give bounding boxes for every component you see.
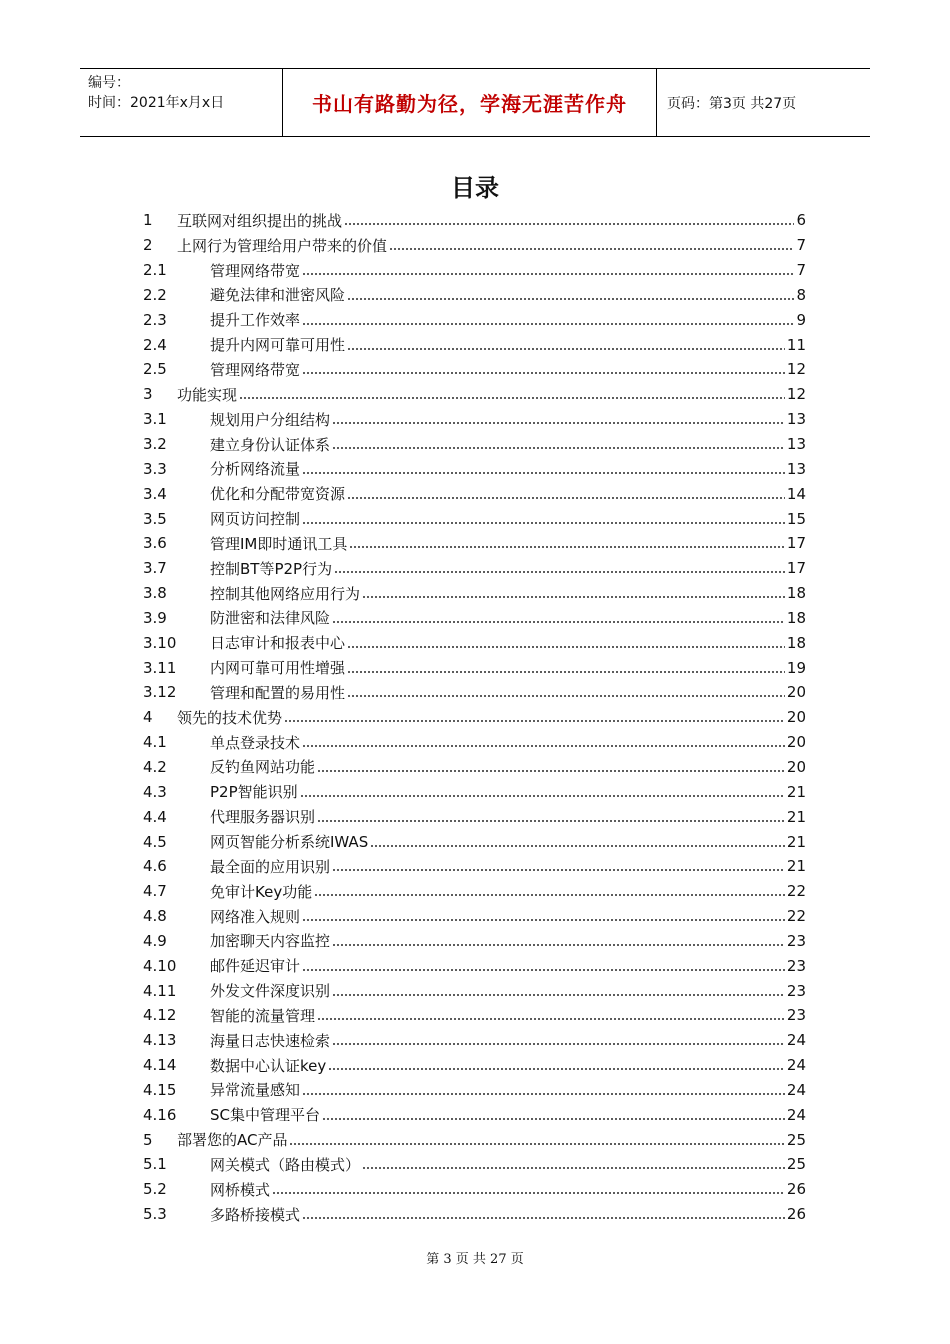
toc-leader-dots (347, 670, 785, 674)
toc-leader-dots (347, 297, 794, 301)
toc-entry-number: 2.4 (143, 335, 167, 354)
toc-entry-title: 代理服务器识别 (210, 808, 316, 827)
toc-entry-number: 4.14 (143, 1056, 177, 1075)
toc-entry-title: 分析网络流量 (210, 460, 301, 479)
toc-entry-number: 4.12 (143, 1006, 177, 1025)
toc-entry[interactable] (143, 531, 806, 556)
header-time: 时间：2021年x月x日 (88, 95, 225, 111)
toc-leader-dots (302, 371, 785, 375)
toc-leader-dots (239, 396, 785, 400)
toc-entry-page: 20 (786, 708, 806, 727)
toc-entry-title: 网桥模式 (210, 1180, 271, 1199)
header-page-number: 页码：第3页 共27页 (667, 95, 797, 112)
toc-entry-number: 3.5 (143, 509, 167, 528)
toc-entry-number: 3 (143, 385, 153, 404)
toc-entry-page: 6 (796, 211, 806, 230)
toc-leader-dots (317, 1017, 785, 1021)
toc-leader-dots (332, 1042, 785, 1046)
page-footer: 第 3 页 共 27 页 (426, 1252, 524, 1267)
toc-entry-number: 3.4 (143, 484, 167, 503)
toc-entry-page: 25 (786, 1130, 806, 1149)
toc-entry-page: 20 (786, 683, 806, 702)
toc-entry[interactable] (143, 680, 806, 705)
toc-entry-number: 5.1 (143, 1155, 167, 1174)
toc-entry-number: 4.1 (143, 733, 167, 752)
toc-entry-number: 5 (143, 1130, 153, 1149)
toc-leader-dots (347, 645, 785, 649)
toc-entry-number: 4.15 (143, 1080, 177, 1099)
toc-entry-page: 12 (786, 360, 806, 379)
toc-entry-page: 24 (786, 1056, 806, 1075)
toc-leader-dots (314, 893, 785, 897)
toc-leader-dots (347, 694, 785, 698)
toc-leader-dots (302, 968, 785, 972)
toc-entry-number: 3.2 (143, 435, 167, 454)
toc-entry[interactable] (143, 1053, 806, 1078)
toc-entry-page: 17 (786, 534, 806, 553)
toc-entry-title: 上网行为管理给用户带来的价值 (177, 236, 388, 255)
toc-entry[interactable] (143, 978, 806, 1003)
toc-entry-page: 7 (796, 236, 806, 255)
toc-entry-title: 数据中心认证key (210, 1056, 327, 1075)
toc-entry[interactable] (143, 432, 806, 457)
toc-entry-page: 23 (786, 956, 806, 975)
toc-entry[interactable] (143, 755, 806, 780)
toc-entry[interactable] (143, 1078, 806, 1103)
toc-entry-number: 3.11 (143, 658, 177, 677)
toc-entry[interactable] (143, 208, 806, 233)
toc-entry-number: 2.2 (143, 285, 167, 304)
toc-entry-page: 18 (786, 633, 806, 652)
toc-entry-title: 网关模式（路由模式） (210, 1155, 361, 1174)
toc-entry-number: 2.5 (143, 360, 167, 379)
toc-entry-title: 领先的技术优势 (177, 708, 283, 727)
toc-entry-title: 反钓鱼网站功能 (210, 758, 316, 777)
toc-entry-page: 24 (786, 1031, 806, 1050)
toc-entry-title: 内网可靠可用性增强 (210, 659, 346, 678)
toc-leader-dots (302, 322, 794, 326)
toc-entry-page: 20 (786, 733, 806, 752)
toc-entry-title: 部署您的AC产品 (177, 1131, 288, 1150)
toc-leader-dots (332, 868, 785, 872)
toc-entry-number: 4.11 (143, 981, 177, 1000)
toc-leader-dots (349, 545, 785, 549)
toc-entry[interactable] (143, 730, 806, 755)
toc-entry-page: 22 (786, 882, 806, 901)
toc-entry-number: 5.3 (143, 1205, 167, 1224)
toc-entry-number: 4.7 (143, 882, 167, 901)
toc-leader-dots (272, 1191, 785, 1195)
toc-entry[interactable] (143, 1102, 806, 1127)
toc-entry-page: 8 (796, 285, 806, 304)
toc-entry[interactable] (143, 854, 806, 879)
toc-leader-dots (332, 620, 785, 624)
toc-entry-page: 14 (786, 484, 806, 503)
toc-entry[interactable] (143, 382, 806, 407)
toc-leader-dots (302, 1092, 785, 1096)
toc-entry-title: 海量日志快速检索 (210, 1031, 331, 1050)
table-of-contents (143, 208, 806, 1227)
toc-entry-page: 24 (786, 1080, 806, 1099)
header-number: 编号： (88, 75, 130, 91)
toc-entry-number: 2 (143, 236, 153, 255)
toc-entry[interactable] (143, 456, 806, 481)
toc-entry[interactable] (143, 307, 806, 332)
toc-entry-page: 18 (786, 608, 806, 627)
toc-entry-page: 24 (786, 1105, 806, 1124)
toc-entry-number: 2.3 (143, 310, 167, 329)
toc-leader-dots (302, 272, 794, 276)
toc-entry[interactable] (143, 630, 806, 655)
toc-entry-title: P2P智能识别 (210, 783, 298, 802)
toc-entry-page: 11 (786, 335, 806, 354)
toc-entry[interactable] (143, 1003, 806, 1028)
toc-leader-dots (328, 1067, 785, 1071)
toc-leader-dots (284, 719, 785, 723)
toc-entry-page: 13 (786, 459, 806, 478)
toc-leader-dots (302, 471, 785, 475)
page-header (80, 68, 870, 137)
toc-entry[interactable] (143, 779, 806, 804)
toc-entry-number: 3.1 (143, 410, 167, 429)
toc-entry[interactable] (143, 1152, 806, 1177)
toc-leader-dots (362, 1166, 785, 1170)
toc-entry-page: 13 (786, 410, 806, 429)
toc-entry[interactable] (143, 879, 806, 904)
toc-entry-number: 4.8 (143, 907, 167, 926)
toc-entry-page: 20 (786, 757, 806, 776)
toc-leader-dots (332, 446, 785, 450)
toc-entry-title: 控制BT等P2P行为 (210, 559, 333, 578)
toc-entry[interactable] (143, 829, 806, 854)
toc-entry[interactable] (143, 407, 806, 432)
toc-entry[interactable] (143, 804, 806, 829)
toc-entry-page: 12 (786, 385, 806, 404)
toc-entry-title: 异常流量感知 (210, 1081, 301, 1100)
toc-leader-dots (332, 421, 785, 425)
toc-entry-page: 19 (786, 658, 806, 677)
toc-leader-dots (300, 794, 785, 798)
toc-entry-page: 17 (786, 559, 806, 578)
toc-entry[interactable] (143, 258, 806, 283)
toc-entry-page: 21 (786, 807, 806, 826)
toc-entry[interactable] (143, 928, 806, 953)
toc-leader-dots (370, 844, 785, 848)
toc-entry-number: 3.12 (143, 683, 177, 702)
toc-entry[interactable] (143, 1202, 806, 1227)
toc-entry-number: 4.16 (143, 1105, 177, 1124)
toc-entry-title: SC集中管理平台 (210, 1106, 320, 1125)
toc-entry-page: 26 (786, 1180, 806, 1199)
toc-entry[interactable] (143, 1028, 806, 1053)
toc-entry-number: 3.3 (143, 459, 167, 478)
toc-entry-title: 单点登录技术 (210, 733, 301, 752)
toc-leader-dots (289, 1142, 784, 1146)
toc-entry[interactable] (143, 581, 806, 606)
toc-entry[interactable] (143, 481, 806, 506)
toc-entry-title: 智能的流量管理 (210, 1006, 316, 1025)
toc-entry-title: 日志审计和报表中心 (210, 634, 346, 653)
toc-leader-dots (332, 943, 785, 947)
header-meta (80, 69, 283, 136)
toc-title: 目录 (451, 174, 499, 202)
toc-entry-number: 3.8 (143, 584, 167, 603)
toc-entry-title: 免审计Key功能 (210, 882, 313, 901)
toc-entry-title: 建立身份认证体系 (210, 435, 331, 454)
toc-entry-number: 4.3 (143, 782, 167, 801)
toc-entry-title: 多路桥接模式 (210, 1205, 301, 1224)
toc-entry[interactable] (143, 705, 806, 730)
toc-entry-number: 4.10 (143, 956, 177, 975)
toc-entry-title: 网页访问控制 (210, 510, 301, 529)
toc-entry-title: 管理和配置的易用性 (210, 683, 346, 702)
header-motto: 书山有路勤为径，学海无涯苦作舟 (283, 69, 657, 136)
toc-entry-title: 管理网络带宽 (210, 360, 301, 379)
toc-entry-number: 3.10 (143, 633, 177, 652)
toc-entry-page: 23 (786, 1006, 806, 1025)
toc-entry-number: 1 (143, 211, 153, 230)
toc-entry-number: 5.2 (143, 1180, 167, 1199)
toc-entry-title: 提升工作效率 (210, 311, 301, 330)
toc-entry[interactable] (143, 556, 806, 581)
toc-entry-title: 网络准入规则 (210, 907, 301, 926)
toc-leader-dots (334, 570, 785, 574)
toc-leader-dots (317, 769, 785, 773)
toc-entry-title: 邮件延迟审计 (210, 957, 301, 976)
toc-leader-dots (302, 744, 785, 748)
toc-entry-page: 21 (786, 857, 806, 876)
toc-entry-page: 21 (786, 832, 806, 851)
toc-entry-number: 4 (143, 708, 153, 727)
toc-leader-dots (347, 496, 785, 500)
toc-entry-number: 4.6 (143, 857, 167, 876)
toc-entry[interactable] (143, 953, 806, 978)
toc-entry[interactable] (143, 655, 806, 680)
toc-entry-title: 管理网络带宽 (210, 261, 301, 280)
toc-entry-title: 加密聊天内容监控 (210, 932, 331, 951)
toc-entry-title: 控制其他网络应用行为 (210, 584, 361, 603)
toc-entry-page: 23 (786, 981, 806, 1000)
toc-entry-page: 18 (786, 584, 806, 603)
toc-entry[interactable] (143, 606, 806, 631)
toc-entry-page: 7 (796, 261, 806, 280)
toc-entry-number: 3.6 (143, 534, 167, 553)
toc-entry-title: 优化和分配带宽资源 (210, 485, 346, 504)
toc-leader-dots (322, 1117, 785, 1121)
toc-leader-dots (332, 993, 785, 997)
toc-entry-page: 22 (786, 907, 806, 926)
toc-entry-page: 15 (786, 509, 806, 528)
toc-leader-dots (302, 918, 785, 922)
toc-entry-title: 提升内网可靠可用性 (210, 336, 346, 355)
toc-entry-page: 23 (786, 931, 806, 950)
toc-leader-dots (302, 1216, 785, 1220)
toc-entry-title: 外发文件深度识别 (210, 982, 331, 1001)
toc-entry-number: 3.7 (143, 559, 167, 578)
toc-entry-title: 管理IM即时通讯工具 (210, 534, 348, 553)
toc-entry-number: 3.9 (143, 608, 167, 627)
toc-leader-dots (362, 595, 785, 599)
toc-entry-number: 4.9 (143, 931, 167, 950)
toc-entry[interactable] (143, 904, 806, 929)
toc-entry-number: 4.4 (143, 807, 167, 826)
toc-entry[interactable] (143, 1177, 806, 1202)
toc-entry-page: 13 (786, 435, 806, 454)
toc-entry-title: 防泄密和法律风险 (210, 609, 331, 628)
toc-entry-number: 4.13 (143, 1031, 177, 1050)
toc-leader-dots (347, 347, 785, 351)
toc-entry-page: 9 (796, 310, 806, 329)
toc-entry-page: 21 (786, 782, 806, 801)
toc-entry-title: 网页智能分析系统IWAS (210, 833, 369, 852)
toc-entry-title: 避免法律和泄密风险 (210, 286, 346, 305)
toc-leader-dots (317, 819, 785, 823)
toc-entry[interactable] (143, 332, 806, 357)
toc-leader-dots (389, 247, 794, 251)
toc-entry[interactable] (143, 506, 806, 531)
toc-entry-number: 4.2 (143, 757, 167, 776)
toc-entry[interactable] (143, 233, 806, 258)
toc-entry-page: 25 (786, 1155, 806, 1174)
toc-entry[interactable] (143, 283, 806, 308)
toc-entry-page: 26 (786, 1205, 806, 1224)
toc-entry-title: 互联网对组织提出的挑战 (177, 211, 343, 230)
toc-leader-dots (302, 521, 785, 525)
toc-entry[interactable] (143, 357, 806, 382)
toc-entry-number: 2.1 (143, 261, 167, 280)
toc-entry-title: 规划用户分组结构 (210, 410, 331, 429)
toc-entry[interactable] (143, 1127, 806, 1152)
toc-entry-title: 功能实现 (177, 385, 238, 404)
toc-entry-title: 最全面的应用识别 (210, 857, 331, 876)
toc-entry-number: 4.5 (143, 832, 167, 851)
toc-leader-dots (344, 222, 794, 226)
